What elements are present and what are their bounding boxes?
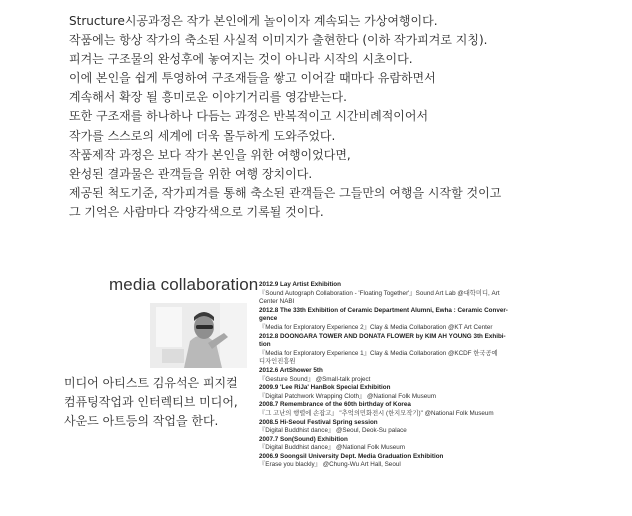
exhibition-work: 디자인진흥원 [259,358,296,366]
exhibition-work: 『Media for Exploratory Experience 2』Clay & Media Collaboration @KT Art Center [259,323,493,331]
exhibition-heading: 2012.8 The 33th Exhibition of Ceramic Department Alumni, Ewha : Ceramic Conver- [259,306,508,314]
exhibition-history [259,281,559,470]
exhibition-work: 『Digital Buddhist dance』 @Seoul, Deok-Su palace [259,427,407,435]
intro-line: 작가를 스스로의 세계에 더욱 몰두하게 도와주었다. [69,128,336,143]
intro-line: 피겨는 구조물의 완성후에 놓여지는 것이 아니라 시작의 시초이다. [69,52,413,67]
intro-line: 작품제작 과정은 보다 작가 본인을 위한 여행이었다면, [69,147,351,162]
exhibition-work: 『Gesture Sound』 @Small-talk project [259,375,371,383]
intro-line: 그 기억은 사람마다 각양각색으로 기록될 것이다. [69,204,324,219]
intro-line: 완성된 결과물은 관객들을 위한 여행 장치이다. [69,166,313,181]
exhibition-heading: 2007.7 Son(Sound) Exhibition [259,435,348,443]
exhibition-work: 『Sound Autograph Collaboration - 'Floating Together'』Sound Art Lab @대학미디, Art [259,289,500,297]
exhibition-heading: 2006.9 Soongsil University Dept. Media Graduation Exhibition [259,452,444,460]
exhibition-work: 『Media for Exploratory Experience 1』Clay & Media Collaboration @KCDF 한국공예 [259,349,498,357]
intro-line: Structure시공과정은 작가 본인에게 놀이이자 계속되는 가상여행이다. [69,14,438,28]
bio-line: 컴퓨팅작업과 인터렉티브 미디어, [64,395,238,409]
intro-statement [69,12,589,222]
exhibition-heading: gence [259,315,278,323]
intro-line: 또한 구조재를 하나하나 다듬는 과정은 반복적이고 시간비례적이어서 [69,109,429,124]
media-collaboration-title: media collaboration [109,275,259,294]
exhibition-work: 『그 고난의 행렬에 손잡고』 "추억의민화전시 (한지모작기)" @National Folk Museum [259,409,494,417]
exhibition-heading: 2012.6 ArtShower 5th [259,366,323,374]
exhibition-work: 『Digital Patchwork Wrapping Cloth』 @National Folk Museum [259,392,437,400]
exhibition-heading: tion [259,341,271,349]
bio-line: 사운드 아트등의 작업을 한다. [64,414,219,428]
exhibition-work: 『Erase you blackly』 @Chung-Wu Art Hall, Seoul [259,461,401,469]
intro-line: 계속해서 확장 될 흥미로운 이야기거리를 영감받는다. [69,90,347,105]
exhibition-work: Center NABI [259,298,295,306]
exhibition-heading: 2008.5 Hi-Seoul Festival Spring session [259,418,378,426]
intro-line: 이에 본인을 쉽게 투영하여 구조재들을 쌓고 이어갈 때마다 유람하면서 [69,71,436,86]
exhibition-work: 『Digital Buddhist dance』 @National Folk Museum [259,444,406,452]
bio-line: 미디어 아티스트 김유석은 피지컬 [64,376,238,390]
artist-bio [64,374,264,431]
exhibition-heading: 2012.8 DOONGARA TOWER AND DONATA FLOWER by KIM AH YOUNG 3th Exhibi- [259,332,506,340]
exhibition-heading: 2009.9 'Lee RiJa' HanBok Special Exhibition [259,384,391,392]
exhibition-heading: 2012.9 Lay Artist Exhibition [259,281,342,288]
exhibition-heading: 2008.7 Remembrance of the 60th birthday of Korea [259,401,411,409]
intro-line: 작품에는 항상 작가의 축소된 사실적 이미지가 출현한다 (이하 작가피겨로 지칭). [69,33,488,48]
artist-photo [150,303,247,368]
intro-line: 제공된 척도기준, 작가피겨를 통해 축소된 관객들은 그들만의 여행을 시작할 것이고 [69,185,502,200]
